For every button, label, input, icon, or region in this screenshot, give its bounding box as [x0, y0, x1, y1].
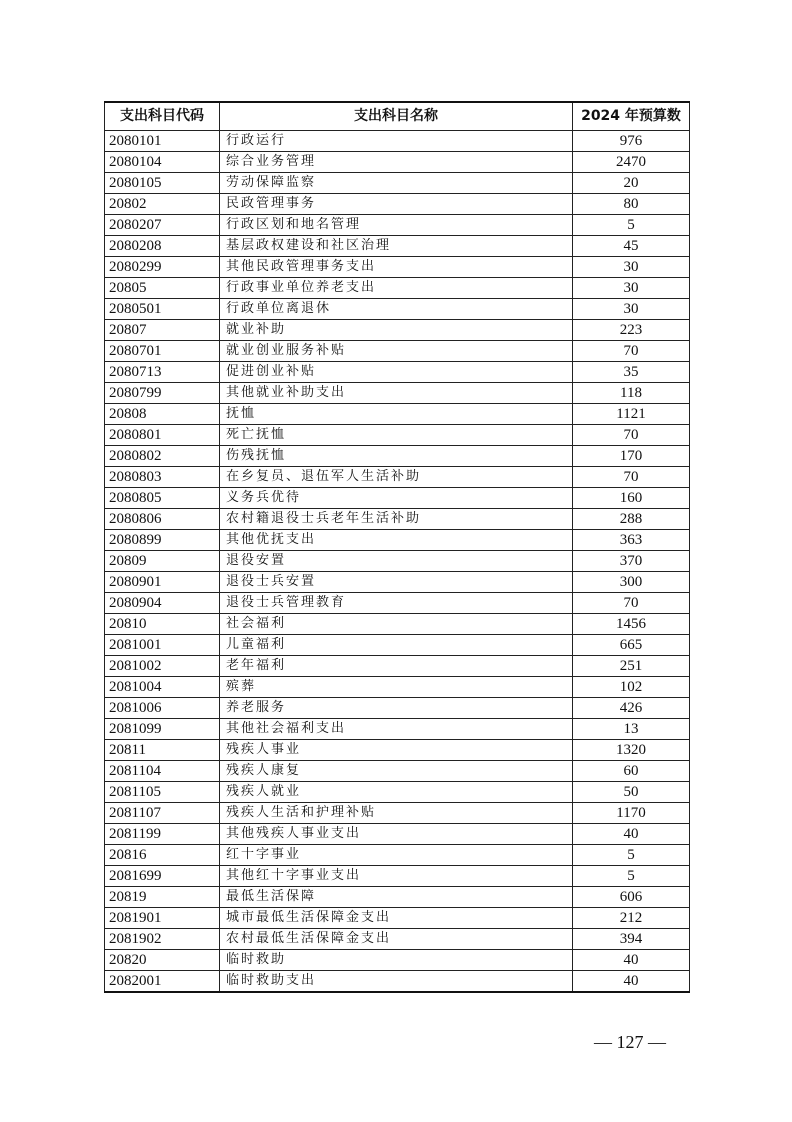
table-row: [105, 929, 690, 950]
row-name: 其他优抚支出: [220, 530, 573, 551]
row-code: 2080299: [105, 257, 220, 278]
row-amount: 606: [573, 887, 690, 908]
row-name: 其他民政管理事务支出: [220, 257, 573, 278]
row-code: 20816: [105, 845, 220, 866]
header-amount: 2024 年预算数: [573, 102, 690, 131]
header-row: [105, 102, 690, 131]
row-code: 20808: [105, 404, 220, 425]
row-name: 民政管理事务: [220, 194, 573, 215]
row-name: 残疾人生活和护理补贴: [220, 803, 573, 824]
row-code: 2081105: [105, 782, 220, 803]
row-name: 红十字事业: [220, 845, 573, 866]
table-row: [105, 845, 690, 866]
table-row: [105, 488, 690, 509]
row-name: 其他社会福利支出: [220, 719, 573, 740]
row-name: 儿童福利: [220, 635, 573, 656]
row-amount: 13: [573, 719, 690, 740]
row-name: 农村籍退役士兵老年生活补助: [220, 509, 573, 530]
row-amount: 45: [573, 236, 690, 257]
row-name: 临时救助: [220, 950, 573, 971]
row-code: 20809: [105, 551, 220, 572]
table-row: [105, 803, 690, 824]
row-code: 2081107: [105, 803, 220, 824]
table-row: [105, 278, 690, 299]
row-amount: 80: [573, 194, 690, 215]
row-amount: 170: [573, 446, 690, 467]
table-row: [105, 740, 690, 761]
table-row: [105, 614, 690, 635]
row-code: 2080207: [105, 215, 220, 236]
row-code: 2080713: [105, 362, 220, 383]
row-code: 2080101: [105, 131, 220, 152]
row-code: 2080105: [105, 173, 220, 194]
row-name: 行政区划和地名管理: [220, 215, 573, 236]
row-amount: 5: [573, 845, 690, 866]
row-name: 就业补助: [220, 320, 573, 341]
row-code: 2080901: [105, 572, 220, 593]
row-name: 残疾人事业: [220, 740, 573, 761]
table-row: [105, 866, 690, 887]
table-row: [105, 320, 690, 341]
table-row: [105, 173, 690, 194]
row-amount: 70: [573, 467, 690, 488]
row-name: 殡葬: [220, 677, 573, 698]
row-amount: 102: [573, 677, 690, 698]
row-code: 20807: [105, 320, 220, 341]
row-amount: 118: [573, 383, 690, 404]
row-code: 2081004: [105, 677, 220, 698]
row-code: 20805: [105, 278, 220, 299]
table-row: [105, 908, 690, 929]
row-amount: 223: [573, 320, 690, 341]
row-code: 2082001: [105, 971, 220, 993]
row-amount: 1320: [573, 740, 690, 761]
row-code: 2081001: [105, 635, 220, 656]
row-name: 最低生活保障: [220, 887, 573, 908]
row-code: 2080701: [105, 341, 220, 362]
table-row: [105, 383, 690, 404]
table-row: [105, 446, 690, 467]
row-name: 农村最低生活保障金支出: [220, 929, 573, 950]
row-name: 老年福利: [220, 656, 573, 677]
row-code: 20820: [105, 950, 220, 971]
row-amount: 40: [573, 824, 690, 845]
row-name: 劳动保障监察: [220, 173, 573, 194]
row-amount: 160: [573, 488, 690, 509]
row-name: 临时救助支出: [220, 971, 573, 993]
row-amount: 212: [573, 908, 690, 929]
row-code: 2080904: [105, 593, 220, 614]
table-header: [105, 102, 690, 131]
table-row: [105, 656, 690, 677]
row-name: 死亡抚恤: [220, 425, 573, 446]
row-amount: 30: [573, 278, 690, 299]
row-amount: 50: [573, 782, 690, 803]
table-row: [105, 467, 690, 488]
table-body: [105, 131, 690, 993]
table-row: [105, 530, 690, 551]
row-name: 行政单位离退休: [220, 299, 573, 320]
table-row: [105, 719, 690, 740]
row-name: 城市最低生活保障金支出: [220, 908, 573, 929]
row-name: 就业创业服务补贴: [220, 341, 573, 362]
row-amount: 40: [573, 950, 690, 971]
table-row: [105, 971, 690, 993]
row-name: 退役士兵管理教育: [220, 593, 573, 614]
row-amount: 30: [573, 299, 690, 320]
row-code: 2080806: [105, 509, 220, 530]
row-amount: 30: [573, 257, 690, 278]
table-row: [105, 341, 690, 362]
row-amount: 394: [573, 929, 690, 950]
table-row: [105, 698, 690, 719]
table-row: [105, 215, 690, 236]
row-amount: 426: [573, 698, 690, 719]
row-amount: 363: [573, 530, 690, 551]
row-code: 2080208: [105, 236, 220, 257]
row-code: 2081199: [105, 824, 220, 845]
row-name: 伤残抚恤: [220, 446, 573, 467]
table-row: [105, 236, 690, 257]
row-amount: 20: [573, 173, 690, 194]
table-row: [105, 761, 690, 782]
row-amount: 5: [573, 215, 690, 236]
row-name: 行政运行: [220, 131, 573, 152]
row-amount: 370: [573, 551, 690, 572]
row-amount: 288: [573, 509, 690, 530]
row-name: 基层政权建设和社区治理: [220, 236, 573, 257]
row-code: 2080801: [105, 425, 220, 446]
row-code: 20811: [105, 740, 220, 761]
table-row: [105, 194, 690, 215]
row-name: 行政事业单位养老支出: [220, 278, 573, 299]
table-row: [105, 362, 690, 383]
row-amount: 40: [573, 971, 690, 993]
table-row: [105, 593, 690, 614]
row-name: 义务兵优待: [220, 488, 573, 509]
row-amount: 70: [573, 425, 690, 446]
row-name: 抚恤: [220, 404, 573, 425]
row-name: 其他就业补助支出: [220, 383, 573, 404]
table-row: [105, 635, 690, 656]
row-code: 2081104: [105, 761, 220, 782]
row-amount: 35: [573, 362, 690, 383]
row-code: 2080104: [105, 152, 220, 173]
table-row: [105, 299, 690, 320]
row-code: 20802: [105, 194, 220, 215]
table-row: [105, 152, 690, 173]
row-code: 2081099: [105, 719, 220, 740]
row-amount: 70: [573, 593, 690, 614]
table-row: [105, 824, 690, 845]
row-code: 2081901: [105, 908, 220, 929]
row-amount: 5: [573, 866, 690, 887]
row-name: 促进创业补贴: [220, 362, 573, 383]
table-row: [105, 887, 690, 908]
row-code: 2081006: [105, 698, 220, 719]
budget-table: [104, 101, 690, 993]
row-name: 退役安置: [220, 551, 573, 572]
row-name: 残疾人康复: [220, 761, 573, 782]
table-row: [105, 782, 690, 803]
row-name: 养老服务: [220, 698, 573, 719]
table-row: [105, 425, 690, 446]
table-row: [105, 404, 690, 425]
row-name: 综合业务管理: [220, 152, 573, 173]
row-name: 其他红十字事业支出: [220, 866, 573, 887]
table-row: [105, 257, 690, 278]
row-name: 退役士兵安置: [220, 572, 573, 593]
row-code: 2080899: [105, 530, 220, 551]
row-name: 社会福利: [220, 614, 573, 635]
row-name: 残疾人就业: [220, 782, 573, 803]
row-code: 2080799: [105, 383, 220, 404]
row-amount: 1170: [573, 803, 690, 824]
row-code: 2080802: [105, 446, 220, 467]
table-row: [105, 131, 690, 152]
table-row: [105, 572, 690, 593]
header-name: 支出科目名称: [220, 102, 573, 131]
row-name: 其他残疾人事业支出: [220, 824, 573, 845]
row-amount: 1121: [573, 404, 690, 425]
table-row: [105, 509, 690, 530]
row-code: 2081002: [105, 656, 220, 677]
row-code: 2080501: [105, 299, 220, 320]
row-code: 20819: [105, 887, 220, 908]
row-code: 2080805: [105, 488, 220, 509]
page-number: — 127 —: [594, 1032, 666, 1052]
row-amount: 976: [573, 131, 690, 152]
row-amount: 1456: [573, 614, 690, 635]
row-amount: 2470: [573, 152, 690, 173]
row-amount: 300: [573, 572, 690, 593]
row-amount: 251: [573, 656, 690, 677]
row-code: 20810: [105, 614, 220, 635]
table-row: [105, 950, 690, 971]
row-amount: 665: [573, 635, 690, 656]
row-amount: 60: [573, 761, 690, 782]
header-code: 支出科目代码: [105, 102, 220, 131]
row-code: 2080803: [105, 467, 220, 488]
table-row: [105, 677, 690, 698]
table-row: [105, 551, 690, 572]
row-amount: 70: [573, 341, 690, 362]
row-name: 在乡复员、退伍军人生活补助: [220, 467, 573, 488]
row-code: 2081699: [105, 866, 220, 887]
row-code: 2081902: [105, 929, 220, 950]
